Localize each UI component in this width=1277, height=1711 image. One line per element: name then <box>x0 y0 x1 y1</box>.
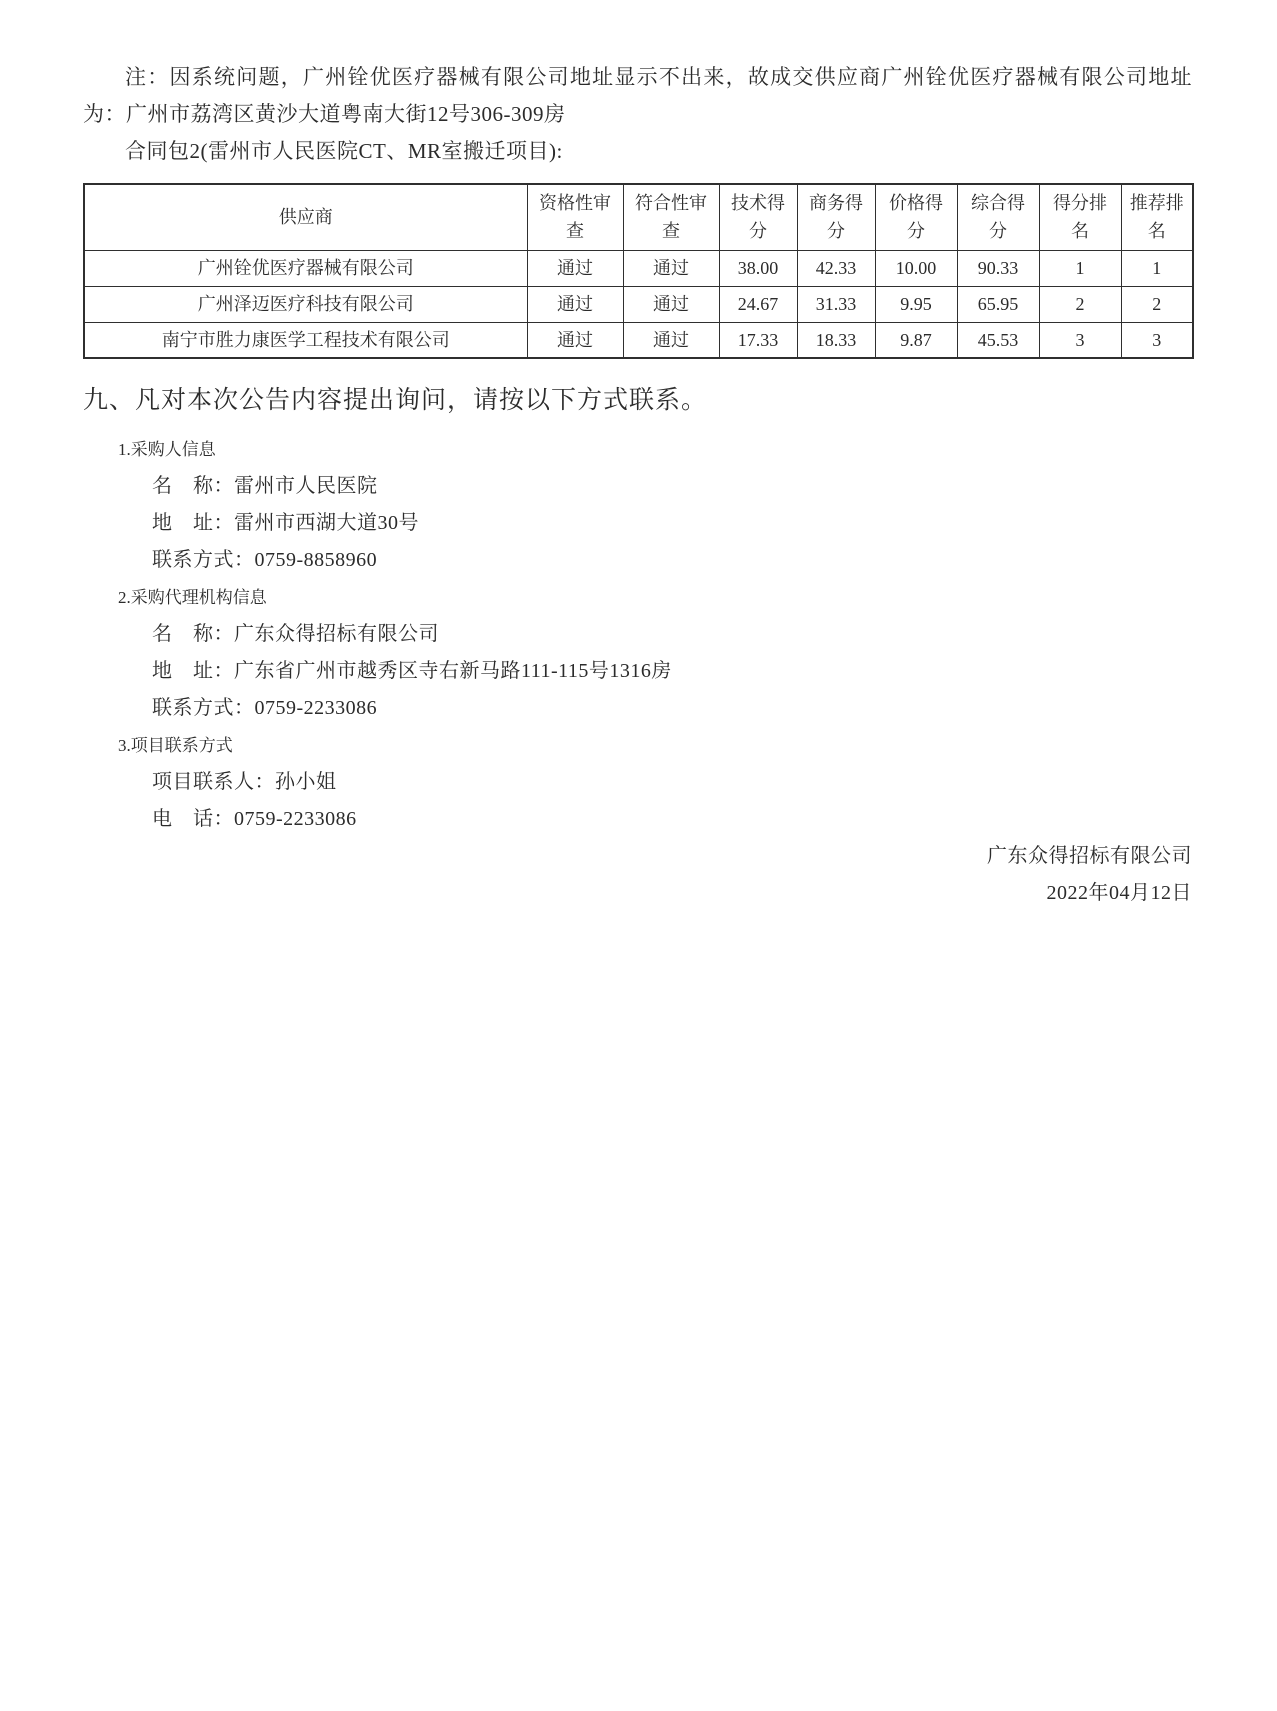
conformity-cell: 通过 <box>623 322 719 358</box>
project-contact-person: 项目联系人：孙小姐 <box>152 771 337 793</box>
table-row <box>84 250 1193 286</box>
header-supplier: 供应商 <box>84 184 527 250</box>
score-rank-cell: 1 <box>1039 250 1121 286</box>
agency-address: 地 址：广东省广州市越秀区寺右新马路111-115号1316房 <box>152 660 672 682</box>
purchaser-address: 地 址：雷州市西湖大道30号 <box>152 512 419 534</box>
document-page <box>0 59 1277 1711</box>
qualification-cell: 通过 <box>527 250 623 286</box>
qualification-cell: 通过 <box>527 322 623 358</box>
signature-block <box>83 838 1192 912</box>
table-row <box>84 286 1193 322</box>
supplier-cell: 广州泽迈医疗科技有限公司 <box>84 286 527 322</box>
recommend-rank-cell: 3 <box>1121 322 1193 358</box>
business-score-cell: 31.33 <box>797 286 875 322</box>
supplier-cell: 广州铨优医疗器械有限公司 <box>84 250 527 286</box>
contract-package-line: 合同包2(雷州市人民医院CT、MR室搬迁项目): <box>125 139 563 163</box>
price-score-cell: 9.95 <box>875 286 957 322</box>
contacts-block <box>83 431 1192 838</box>
contact-group-agency <box>83 579 1192 727</box>
conformity-cell: 通过 <box>623 250 719 286</box>
contact-group-purchaser <box>83 431 1192 579</box>
header-business-score: 商务得分 <box>797 184 875 250</box>
contact-group-label: 2.采购代理机构信息 <box>118 588 267 607</box>
score-rank-cell: 3 <box>1039 322 1121 358</box>
score-rank-cell: 2 <box>1039 286 1121 322</box>
header-recommend-rank: 推荐排名 <box>1121 184 1193 250</box>
header-technical-score: 技术得分 <box>719 184 797 250</box>
agency-name: 名 称：广东众得招标有限公司 <box>152 623 439 645</box>
technical-score-cell: 17.33 <box>719 322 797 358</box>
contact-group-label: 1.采购人信息 <box>118 440 216 459</box>
total-score-cell: 45.53 <box>957 322 1039 358</box>
recommend-rank-cell: 1 <box>1121 250 1193 286</box>
header-total-score: 综合得分 <box>957 184 1039 250</box>
technical-score-cell: 24.67 <box>719 286 797 322</box>
purchaser-phone: 联系方式：0759-8858960 <box>152 549 378 571</box>
price-score-cell: 10.00 <box>875 250 957 286</box>
signature-company: 广东众得招标有限公司 <box>987 845 1192 867</box>
signature-date: 2022年04月12日 <box>1046 882 1192 904</box>
project-contact-phone: 电 话：0759-2233086 <box>152 808 357 830</box>
header-price-score: 价格得分 <box>875 184 957 250</box>
section-heading: 九、凡对本次公告内容提出询问，请按以下方式联系。 <box>83 387 708 414</box>
agency-phone: 联系方式：0759-2233086 <box>152 697 378 719</box>
header-conformity-review: 符合性审查 <box>623 184 719 250</box>
scores-table <box>83 183 1194 359</box>
total-score-cell: 90.33 <box>957 250 1039 286</box>
table-header-row <box>84 184 1193 250</box>
business-score-cell: 42.33 <box>797 250 875 286</box>
recommend-rank-cell: 2 <box>1121 286 1193 322</box>
contact-group-project <box>83 727 1192 838</box>
supplier-cell: 南宁市胜力康医学工程技术有限公司 <box>84 322 527 358</box>
header-qualification-review: 资格性审查 <box>527 184 623 250</box>
purchaser-name: 名 称：雷州市人民医院 <box>152 475 378 497</box>
conformity-cell: 通过 <box>623 286 719 322</box>
technical-score-cell: 38.00 <box>719 250 797 286</box>
price-score-cell: 9.87 <box>875 322 957 358</box>
business-score-cell: 18.33 <box>797 322 875 358</box>
contact-group-label: 3.项目联系方式 <box>118 736 233 755</box>
qualification-cell: 通过 <box>527 286 623 322</box>
note-paragraph: 注：因系统问题，广州铨优医疗器械有限公司地址显示不出来，故成交供应商广州铨优医疗器械有限公司地址为：广州市荔湾区黄沙大道粤南大街12号306-309房 <box>83 65 1192 126</box>
header-score-rank: 得分排名 <box>1039 184 1121 250</box>
table-row <box>84 322 1193 358</box>
total-score-cell: 65.95 <box>957 286 1039 322</box>
